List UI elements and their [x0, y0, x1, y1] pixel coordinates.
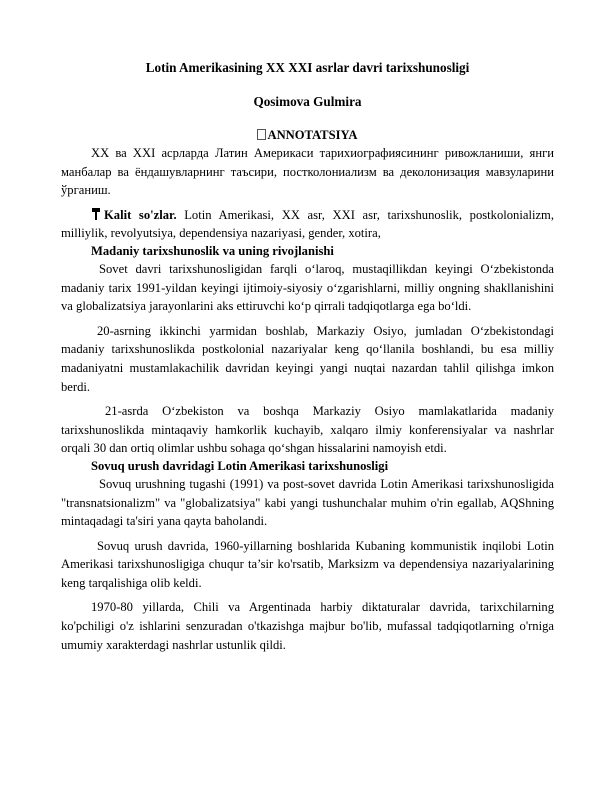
section-paragraph: Sovuq urush davrida, 1960-yillarning boshlarida Kubaning kommunistik inqilobi Lotin Amerikasi tarixshunosligiga chuqur ta’sir ko'rsatib, Marksizm va dependensiya nazariyalarining keng tarqalishiga olib keldi. [61, 538, 554, 590]
checkbox-icon [257, 129, 266, 140]
section-heading: Madaniy tarixshunoslik va uning rivojlanishi [91, 243, 334, 258]
pushpin-icon [91, 208, 101, 220]
keywords-paragraph [61, 206, 554, 243]
keywords-text: Lotin Amerikasi, XX asr, XXI asr, tarixshunoslik, postkolonializm, milliylik, revolyutsiya, dependensiya nazariyasi, gender, xotira, [61, 207, 554, 241]
document-page [61, 60, 554, 654]
section-paragraph: Sovet davri tarixshunosligidan farqli o‘laroq, mustaqillikdan keyingi O‘zbekistonda madaniy tarix 1991-yildan keyingi ijtimoiy-siyosiy o‘zgarishlarni, milliy ongning shakllanishini va globalizatsiya jarayonlarini aks ettiruvchi ko‘p qirrali tadqiqotlarga ega bo‘ldi. [61, 261, 554, 314]
annotation-heading [61, 127, 554, 143]
annotation-heading-text: ANNOTATSIYA [267, 128, 358, 142]
author-name: Qosimova Gulmira [253, 94, 362, 109]
keywords-label: Kalit so'zlar. [104, 207, 177, 222]
section-paragraph: 1970-80 yillarda, Chili va Argentinada harbiy diktaturalar davrida, tarixchilarning ko'pchiligi o'z ishlarini senzuradan o'tkazishga majbur bo'lib, mufassal tadqiqotlarning o'rniga umumiy xarakterdagi nashrlar ustunlik qildi. [61, 600, 554, 652]
section-paragraph: 20-asrning ikkinchi yarmidan boshlab, Markaziy Osiyo, jumladan O‘zbekistondagi madaniy tarixshunoslikda postkolonial nazariyalar keng qo‘llanila boshlandi, bu esa milliy madaniyatni mustamlakachilik davridan keyingi yangi nuqtai nazardan tahlil qilishga imkon berdi. [61, 323, 554, 394]
document-title: Lotin Amerikasining XX XXI asrlar davri tarixshunosligi [145, 60, 470, 75]
section-paragraph: 21-asrda O‘zbekiston va boshqa Markaziy Osiyo mamlakatlarida madaniy tarixshunoslikda mintaqaviy hamkorlik kuchayib, xalqaro ilmiy konferensiyalar va nashrlar orqali 30 dan ortiq olimlar ushbu sohaga qo‘shgan hissalarini namoyish etdi. [61, 404, 554, 456]
section-heading: Sovuq urush davridagi Lotin Amerikasi tarixshunosligi [91, 458, 389, 473]
annotation-text: XX ва XXI асрларда Латин Америкаси тарихиографиясининг ривожланиши, янги манбалар ва ёндашувларнинг таъсири, постколониализм ва деколонизация мавзуларини ўрганиш. [61, 146, 554, 198]
section-paragraph: Sovuq urushning tugashi (1991) va post-sovet davrida Lotin Amerikasi tarixshunosligida "transnatsionalizm" va "globalizatsiya" kabi yangi tushunchalar muhim o'rin egallab, AQShning mintaqadagi ta'siri yana qayta baholandi. [61, 476, 554, 529]
